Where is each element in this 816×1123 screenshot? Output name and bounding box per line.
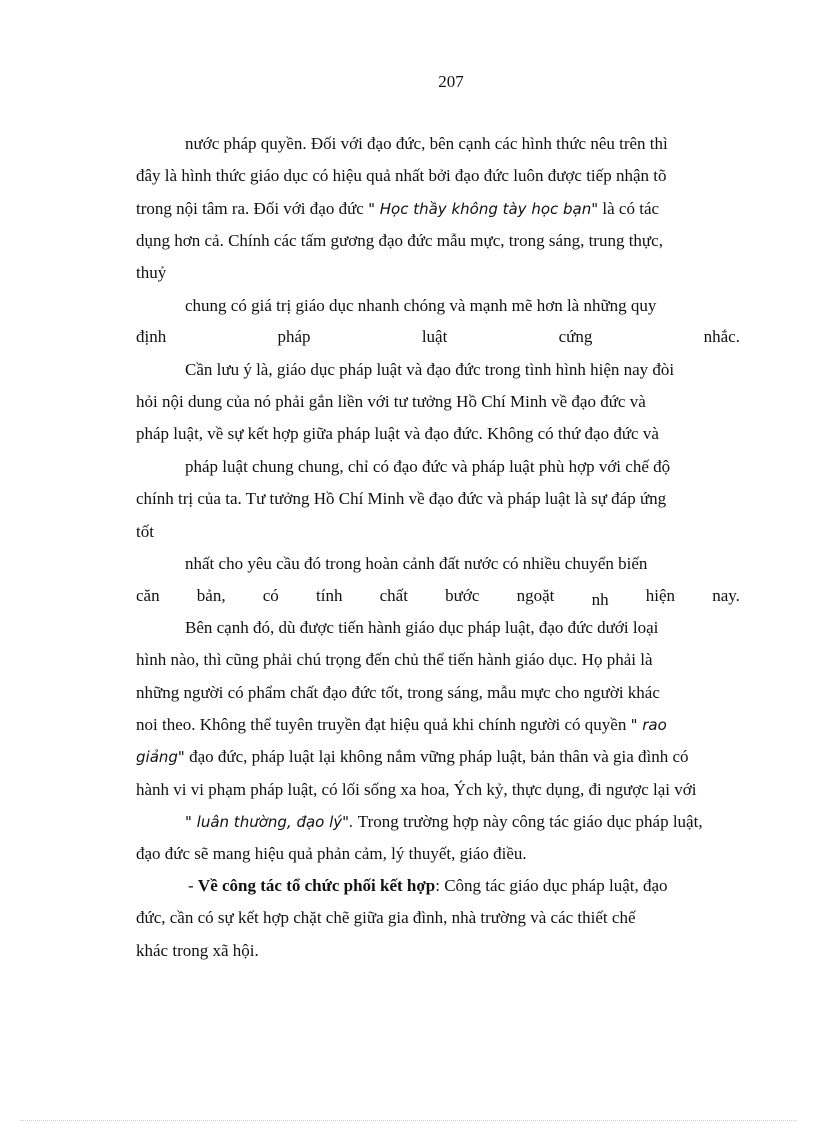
word: căn <box>136 586 160 605</box>
word: ngoặt <box>516 586 555 605</box>
justified-line <box>136 586 740 609</box>
text-segment: Trong trường hợp này công tác giáo dục pháp luật, <box>357 812 703 831</box>
page-number: 207 <box>438 72 464 91</box>
text-line <box>185 812 703 832</box>
text-segment: - <box>188 876 194 895</box>
word: có <box>262 586 279 605</box>
text-line: tốt <box>136 522 154 541</box>
word: nay. <box>712 586 740 605</box>
text-line: hành vi vi phạm pháp luật, có lối sống xa hoa, Ých kỷ, thực dụng, đi ngược lại với <box>136 780 697 799</box>
text-line: nước pháp quyền. Đối với đạo đức, bên cạnh các hình thức nêu trên thì <box>185 134 668 153</box>
text-line: nhất cho yêu cầu đó trong hoàn cảnh đất nước có nhiều chuyển biến <box>185 554 648 573</box>
text-line: đức, cần có sự kết hợp chặt chẽ giữa gia đình, nhà trường và các thiết chế <box>136 908 636 927</box>
text-line: chung có giá trị giáo dục nhanh chóng và mạnh mẽ hơn là những quy <box>185 296 657 315</box>
text-line: đây là hình thức giáo dục có hiệu quả nhất bởi đạo đức luôn được tiếp nhận tõ <box>136 166 667 185</box>
text-line: khác trong xã hội. <box>136 941 259 960</box>
word: cứng <box>558 327 593 346</box>
quoted-term: giảng" <box>136 748 185 766</box>
word: nhắc. <box>703 327 740 346</box>
text-line: Cần lưu ý là, giáo dục pháp luật và đạo đức trong tình hình hiện nay đòi <box>185 360 675 379</box>
text-segment: trong nội tâm ra. Đối với đạo đức <box>136 199 364 218</box>
text-line <box>136 747 689 767</box>
quoted-proverb: " Học thầy không tày học bạn" <box>368 200 599 218</box>
text-line <box>136 715 667 735</box>
text-line: chính trị của ta. Tư tưởng Hồ Chí Minh về đạo đức và pháp luật là sự đáp ứng <box>136 489 667 508</box>
text-line: dụng hơn cả. Chính các tấm gương đạo đức mẫu mực, trong sáng, trung thực, <box>136 231 663 250</box>
text-line: hình nào, thì cũng phải chú trọng đến chủ thể tiến hành giáo dục. Họ phải là <box>136 650 653 669</box>
word: định <box>136 327 167 346</box>
text-line <box>188 876 668 896</box>
text-line: đạo đức sẽ mang hiệu quả phản cảm, lý thuyết, giáo điều. <box>136 844 527 863</box>
word: hiện <box>645 586 676 605</box>
quoted-term: " luân thường, đạo lý". <box>185 813 354 831</box>
text-line: thuỷ <box>136 263 167 282</box>
footer-divider <box>20 1120 796 1121</box>
text-line: pháp luật, về sự kết hợp giữa pháp luật và đạo đức. Không có thứ đạo đức và <box>136 424 659 443</box>
section-heading: Về công tác tổ chức phối kết hợp <box>197 876 436 895</box>
text-segment: noi theo. Không thể tuyên truyền đạt hiệu quả khi chính người có quyền <box>136 715 627 734</box>
text-line <box>136 199 659 219</box>
word: pháp <box>277 327 311 346</box>
word: luật <box>421 327 448 346</box>
text-line: Bên cạnh đó, dù được tiến hành giáo dục pháp luật, đạo đức dưới loại <box>185 618 659 637</box>
word: nh <box>591 590 609 609</box>
text-segment: là có tác <box>602 199 660 218</box>
justified-line <box>136 327 740 347</box>
text-line: những người có phẩm chất đạo đức tốt, trong sáng, mẫu mực cho người khác <box>136 683 660 702</box>
text-line: pháp luật chung chung, chỉ có đạo đức và pháp luật phù hợp với chế độ <box>185 457 671 476</box>
text-line: hỏi nội dung của nó phải gắn liền với tư tưởng Hồ Chí Minh về đạo đức và <box>136 392 646 411</box>
text-segment: đạo đức, pháp luật lại không nắm vững pháp luật, bản thân và gia đình có <box>189 747 689 766</box>
word: bước <box>445 586 480 605</box>
quoted-term: " rao <box>630 716 667 734</box>
word: tính <box>316 586 343 605</box>
word: chất <box>379 586 408 605</box>
word: bản, <box>196 586 226 605</box>
text-segment: : Công tác giáo dục pháp luật, đạo <box>435 876 668 895</box>
